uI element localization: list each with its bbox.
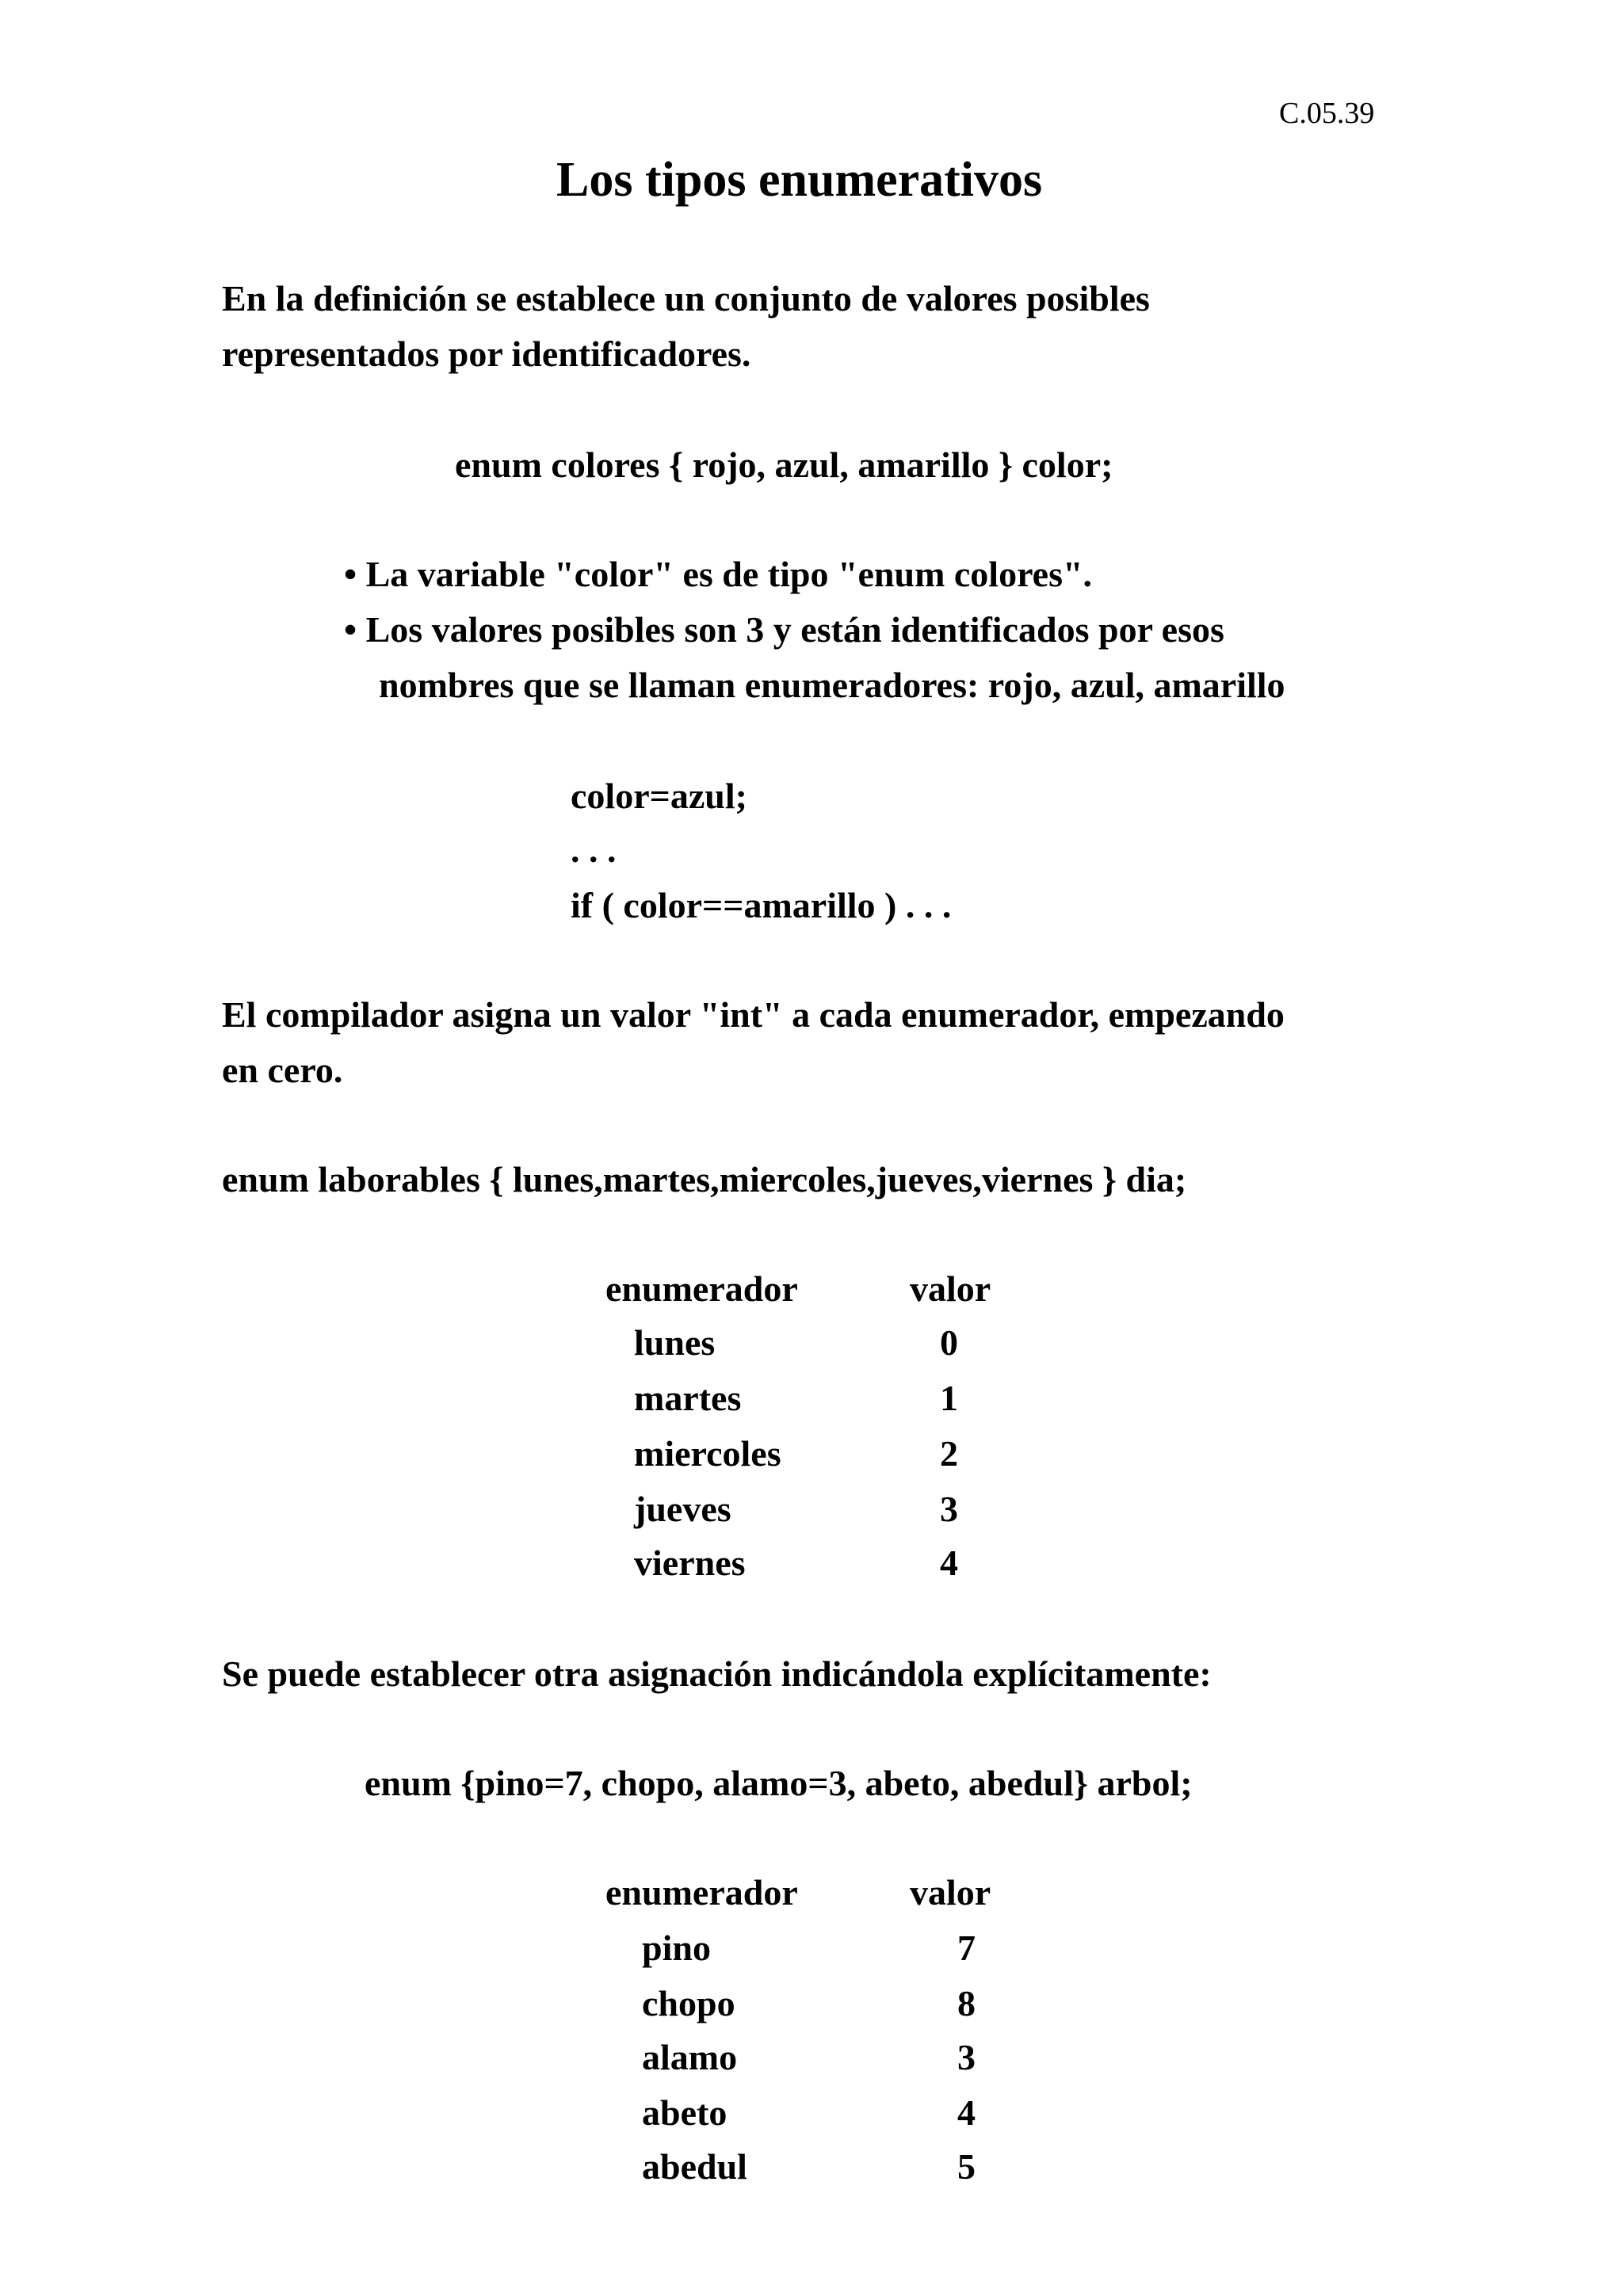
intro-line-1: En la definición se establece un conjunto de valores posibles [222, 278, 1150, 318]
table-cell-value: 3 [957, 2037, 976, 2077]
compiler-note-line-1: El compilador asigna un valor "int" a cada enumerador, empezando [222, 994, 1285, 1035]
table-cell-value: 1 [940, 1378, 958, 1418]
explicit-assignment-note: Se puede establecer otra asignación indicándola explícitamente: [222, 1653, 1212, 1694]
table-cell-value: 4 [940, 1543, 958, 1583]
example-colores: enum colores { rojo, azul, amarillo } color; [455, 444, 1113, 485]
code-line-1: color=azul; [571, 776, 747, 816]
table-cell-enumerator: lunes [634, 1322, 716, 1363]
table-cell-enumerator: abedul [642, 2146, 747, 2187]
table-cell-value: 4 [957, 2092, 976, 2133]
bullet-1: • La variable "color" es de tipo "enum colores". [344, 554, 1093, 594]
bullet-2: • Los valores posibles son 3 y están identificados por esos [344, 609, 1224, 650]
page-title: Los tipos enumerativos [556, 153, 1043, 207]
page-code: C.05.39 [1279, 97, 1375, 130]
table-cell-enumerator: martes [634, 1378, 742, 1418]
table-cell-value: 5 [957, 2146, 976, 2187]
table-cell-enumerator: alamo [642, 2037, 738, 2077]
table-cell-enumerator: viernes [634, 1543, 746, 1583]
table-header-valor: valor [910, 1268, 991, 1309]
table-cell-enumerator: chopo [642, 1983, 735, 2023]
compiler-note-line-2: en cero. [222, 1050, 343, 1090]
table-cell-value: 3 [940, 1489, 958, 1529]
code-line-3: if ( color==amarillo ) . . . [571, 885, 952, 925]
table-header-enumerador: enumerador [605, 1268, 798, 1309]
table-cell-enumerator: pino [642, 1928, 711, 1968]
table-header-valor: valor [910, 1872, 991, 1913]
table-cell-enumerator: jueves [634, 1489, 731, 1529]
table-cell-enumerator: miercoles [634, 1433, 781, 1474]
example-laborables: enum laborables { lunes,martes,miercoles,jueves,viernes } dia; [222, 1159, 1187, 1199]
example-arbol: enum {pino=7, chopo, alamo=3, abeto, abedul} arbol; [365, 1763, 1193, 1803]
table-header-enumerador: enumerador [605, 1872, 798, 1913]
intro-line-2: representados por identificadores. [222, 334, 751, 374]
table-cell-enumerator: abeto [642, 2092, 727, 2133]
table-cell-value: 8 [957, 1983, 976, 2023]
bullet-2-continuation: nombres que se llaman enumeradores: rojo, azul, amarillo [379, 665, 1285, 705]
table-cell-value: 2 [940, 1433, 958, 1474]
table-cell-value: 0 [940, 1322, 958, 1363]
table-cell-value: 7 [957, 1928, 976, 1968]
code-line-2: . . . [571, 830, 617, 870]
